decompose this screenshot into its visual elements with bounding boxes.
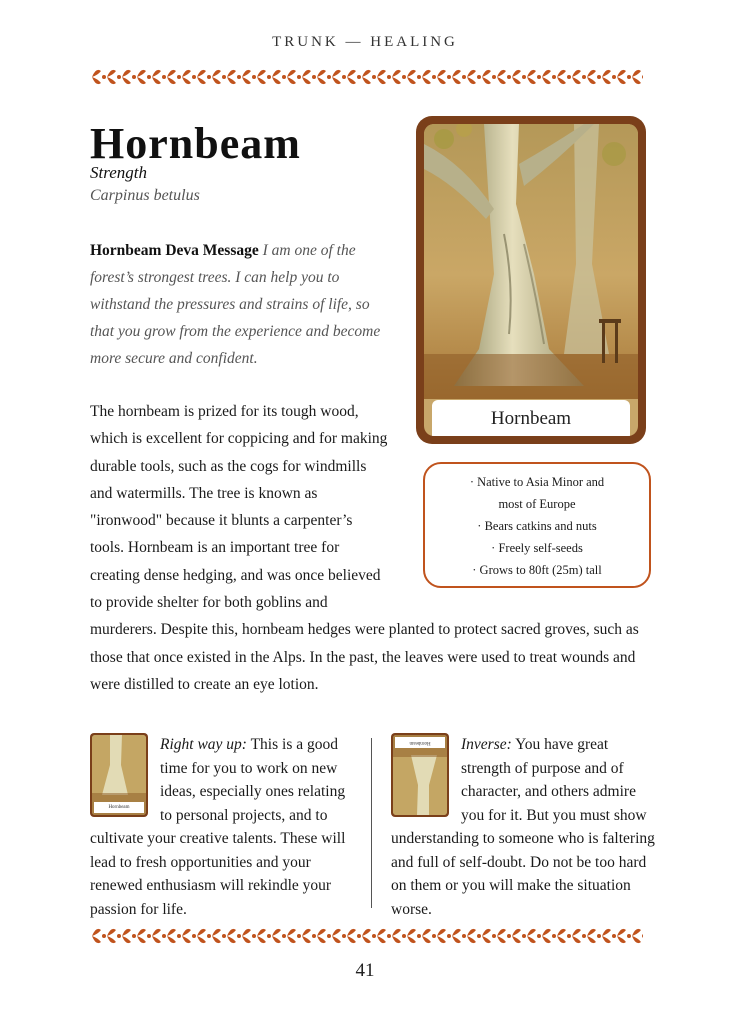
fact-line: · Freely self-seeds <box>491 541 583 555</box>
upright-text: This is a good time for you to work on new ideas, especially ones relating to personal projects, and to cultivate your creative talents. These will lead to fresh opportunities and your renewed enthusiasm will rekindle your passion for life. <box>90 736 346 918</box>
deva-label: Hornbeam Deva Message <box>90 242 259 259</box>
oracle-card <box>416 116 646 444</box>
body-text: The hornbeam is prized for its tough wood, which is excellent for coppicing and for making durable tools, such as the cogs for windmills and watermills. The tree is known as "ironwood" because it blunts a carpenter’s tools. Hornbeam is an important tree for creating dense hedging, and was once believed to provide shelter for both goblins and murderers. Despite this, hornbeam hedges were planted to protect sacred groves, such as those that once existed in the Alps. In the past, the leaves were used to treat wounds and were distilled to create an eye lotion. <box>90 403 639 693</box>
upright-reading <box>90 733 358 921</box>
fact-line: most of Europe <box>498 497 576 511</box>
fact-line: · Bears catkins and nuts <box>477 519 597 533</box>
running-header: TRUNK — HEALING <box>272 34 458 50</box>
hornbeam-illustration <box>424 124 638 399</box>
upright-thumb-caption: Hornbeam <box>94 802 144 813</box>
card-caption: Hornbeam <box>432 400 630 436</box>
bottom-ornamental-border <box>88 925 643 947</box>
keyword-subtitle: Strength <box>90 163 147 182</box>
page-number: 41 <box>355 960 375 981</box>
inverse-thumb-caption: Hornbeam <box>395 737 445 748</box>
top-ornamental-border <box>88 66 643 88</box>
inverse-text: You have great strength of purpose and of character, and others admire you for it. But you must show understanding to someone who is faltering and full of self-doubt. Do not be too hard on them or you will make the situation worse. <box>391 736 655 918</box>
fact-line: · Grows to 80ft (25m) tall <box>472 563 602 577</box>
inverse-reading <box>391 733 655 921</box>
upright-heading: Right way up: <box>160 736 247 753</box>
fact-line: · Native to Asia Minor and <box>469 475 605 489</box>
deva-text: I am one of the forest’s strongest trees. I can help you to withstand the pressures and strains of life, so that you grow from the experience and become more secure and confident. <box>90 242 381 367</box>
deva-message <box>90 237 386 372</box>
latin-name: Carpinus betulus <box>90 187 200 204</box>
page-title: Hornbeam <box>90 119 301 168</box>
column-divider <box>371 738 372 908</box>
inverse-heading: Inverse: <box>461 736 512 753</box>
facts-box <box>423 462 651 588</box>
